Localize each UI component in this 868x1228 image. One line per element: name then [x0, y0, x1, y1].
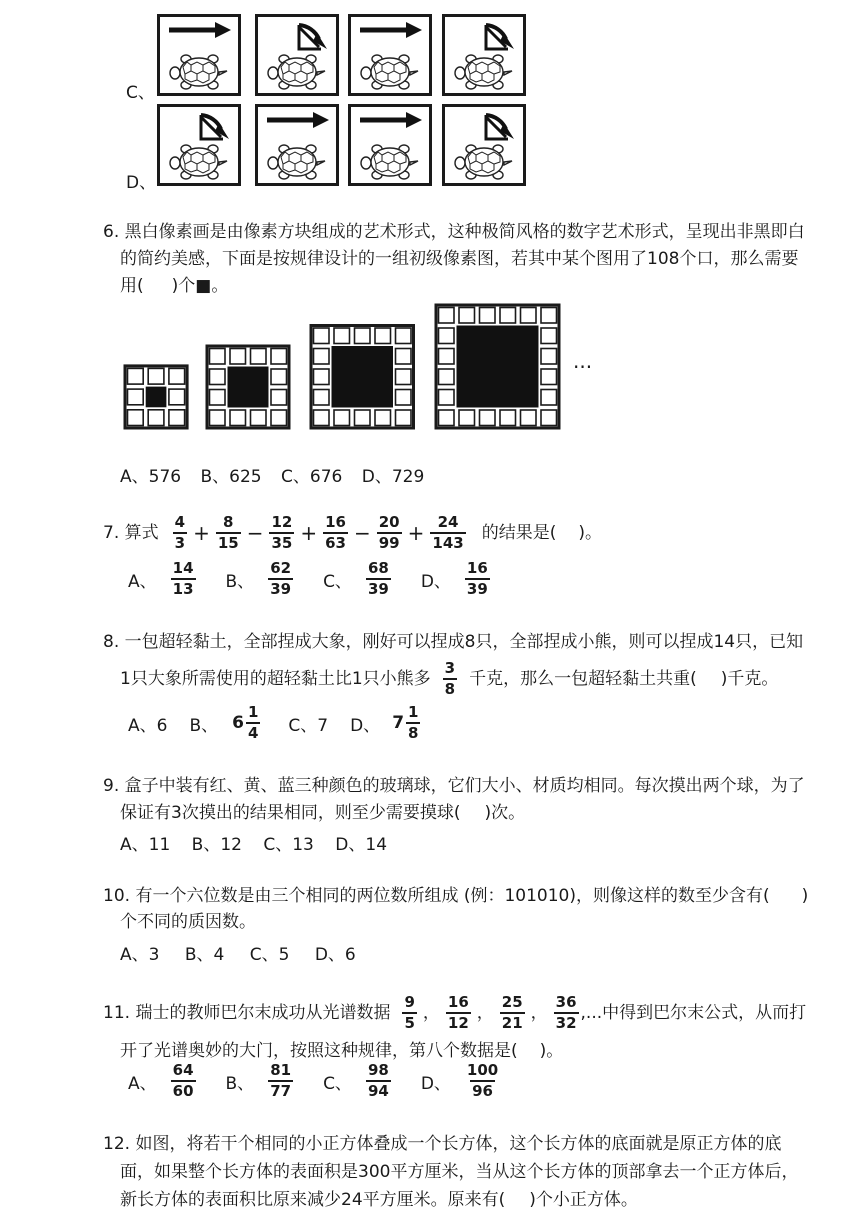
option-c[interactable]: C、13: [263, 835, 314, 855]
fraction: $\frac{9}{5}$: [404, 993, 415, 1032]
white-pixel: [541, 308, 557, 324]
fraction: $\frac{64}{60}$: [172, 1061, 194, 1100]
white-pixel: [396, 328, 412, 344]
white-pixel: [459, 410, 475, 426]
pixel-grid-3: [125, 366, 187, 428]
option-c[interactable]: C、5: [249, 945, 290, 965]
white-pixel: [396, 369, 412, 385]
q10-line2: 个不同的质因数。: [120, 912, 256, 932]
option-c[interactable]: C、676: [281, 467, 343, 487]
white-pixel: [355, 410, 371, 426]
white-pixel: [396, 349, 412, 365]
white-pixel: [375, 328, 391, 344]
pixel-grid-4: [207, 346, 289, 428]
option-b[interactable]: B、: [225, 1073, 255, 1094]
fraction: $\frac{62}{39}$: [270, 559, 292, 598]
fraction: $\frac{68}{39}$: [367, 559, 389, 598]
white-pixel: [230, 410, 246, 426]
q10-options: [120, 940, 356, 965]
turtle-tile-arrow: [255, 104, 339, 186]
arrow-right-icon: [352, 19, 428, 91]
rotate-icon: [446, 109, 522, 181]
operator: +: [407, 521, 425, 545]
fraction: $\frac{8}{15}$: [217, 513, 239, 552]
black-block: [228, 367, 269, 408]
rotate-icon: [446, 19, 522, 91]
white-pixel: [169, 410, 185, 426]
turtle-tile-arrow: [348, 104, 432, 186]
white-pixel: [210, 410, 226, 426]
q7-expression: [171, 514, 468, 552]
operator: −: [353, 521, 371, 545]
operator: +: [300, 521, 318, 545]
white-pixel: [271, 369, 287, 385]
white-pixel: [541, 369, 557, 385]
white-pixel: [500, 410, 516, 426]
white-pixel: [355, 328, 371, 344]
white-pixel: [439, 369, 455, 385]
white-pixel: [439, 308, 455, 324]
white-pixel: [396, 410, 412, 426]
white-pixel: [230, 349, 246, 365]
fraction: $\frac{100}{96}$: [466, 1061, 499, 1100]
white-pixel: [541, 390, 557, 406]
black-block: [146, 387, 167, 408]
white-pixel: [271, 410, 287, 426]
white-pixel: [439, 410, 455, 426]
option-a[interactable]: A、3: [120, 945, 160, 965]
option-d[interactable]: D、: [350, 715, 381, 736]
white-pixel: [541, 328, 557, 344]
white-pixel: [459, 308, 475, 324]
white-pixel: [439, 390, 455, 406]
q11-line2: 开了光谱奥妙的大门，按照这种规律，第八个数据是( )。: [120, 1041, 564, 1061]
turtle-tile-rotation: [442, 104, 526, 186]
option-d-label: D、: [126, 173, 157, 193]
white-pixel: [375, 410, 391, 426]
white-pixel: [521, 410, 537, 426]
q11-data-fractions: [400, 994, 580, 1032]
white-pixel: [210, 369, 226, 385]
q6-line1: 6. 黑白像素画是由像素方块组成的艺术形式，这种极简风格的数字艺术形式，呈现出非黑即白: [103, 222, 805, 242]
white-pixel: [314, 349, 330, 365]
q12-line2: 面，如果整个长方体的表面积是300平方厘米，当从这个长方体的顶部拿去一个正方体后，: [120, 1162, 799, 1182]
q12-line1: 12. 如图，将若干个相同的小正方体叠成一个长方体，这个长方体的底面就是原正方体的底: [103, 1134, 782, 1154]
white-pixel: [314, 390, 330, 406]
option-a[interactable]: A、: [128, 1073, 157, 1094]
turtle-tile-arrow: [348, 14, 432, 96]
fraction: $\frac{98}{94}$: [367, 1061, 389, 1100]
white-pixel: [271, 349, 287, 365]
black-block: [457, 326, 539, 408]
turtle-tile-rotation: [255, 14, 339, 96]
pixel-grid-6: [436, 305, 559, 428]
white-pixel: [334, 410, 350, 426]
arrow-right-icon: [161, 19, 237, 91]
option-b[interactable]: B、: [225, 571, 255, 592]
option-b[interactable]: B、625: [200, 467, 262, 487]
white-pixel: [251, 349, 267, 365]
rotate-icon: [259, 19, 335, 91]
white-pixel: [439, 349, 455, 365]
ellipsis: ···: [573, 355, 593, 379]
comma: ，: [476, 1003, 494, 1023]
option-b[interactable]: B、12: [191, 835, 242, 855]
white-pixel: [521, 308, 537, 324]
fraction: $\frac{36}{32}$: [555, 993, 577, 1032]
option-a[interactable]: A、6: [128, 715, 168, 736]
q8-line2: 1只大象所需使用的超轻黏土比1只小熊多 $\frac{3}{8}$ 千克，那么一包超轻黏土共重( )千克。: [120, 659, 779, 698]
white-pixel: [169, 368, 185, 384]
white-pixel: [148, 410, 164, 426]
operator: +: [193, 521, 210, 545]
white-pixel: [500, 308, 516, 324]
fraction: $\frac{16}{63}$: [325, 513, 346, 552]
q7-options: [128, 558, 492, 600]
white-pixel: [210, 390, 226, 406]
fraction: $\frac{16}{39}$: [466, 559, 488, 598]
fraction: $\frac{81}{77}$: [270, 1061, 292, 1100]
option-a[interactable]: A、11: [120, 835, 171, 855]
option-b-value: 6 $\frac{1}{4}$: [232, 703, 259, 742]
arrow-right-icon: [352, 109, 428, 181]
white-pixel: [314, 369, 330, 385]
option-d[interactable]: D、: [420, 1073, 451, 1094]
option-c[interactable]: C、: [323, 571, 352, 592]
fraction: $\frac{16}{12}$: [447, 993, 469, 1032]
pixel-art-figures: [115, 296, 615, 432]
q8-options: [128, 702, 422, 744]
white-pixel: [541, 349, 557, 365]
q10-line1: 10. 有一个六位数是由三个相同的两位数所组成 (例：101010)，则像这样的数至少含有( ): [103, 886, 809, 906]
turtle-tile-rotation: [442, 14, 526, 96]
white-pixel: [314, 410, 330, 426]
white-pixel: [480, 308, 496, 324]
q9-line2: 保证有3次摸出的结果相同，则至少需要摸球( )次。: [120, 803, 526, 823]
pixel-grid-5: [311, 326, 414, 429]
white-pixel: [128, 368, 144, 384]
white-pixel: [128, 389, 144, 405]
option-c-label: C、: [126, 83, 155, 103]
turtle-tile-arrow: [157, 14, 241, 96]
option-d[interactable]: D、: [420, 571, 451, 592]
option-d-value: 7 $\frac{1}{8}$: [392, 703, 419, 742]
q6-line2: 的简约美感，下面是按规律设计的一组初级像素图，若其中某个图用了108个口，那么需要: [120, 249, 799, 269]
fraction: $\frac{12}{35}$: [271, 513, 293, 552]
white-pixel: [480, 410, 496, 426]
q11-options: [128, 1060, 502, 1102]
option-d[interactable]: D、729: [361, 467, 425, 487]
q11-line1: 11. 瑞士的教师巴尔末成功从光谱数据 $\frac{9}{5}$ ， $\frac{16}{12}$ ， $\frac{25}{21}$ ， $\frac{36}{32}$ ,...中得到巴尔末公式，从而打: [103, 993, 807, 1032]
option-c[interactable]: C、7: [288, 715, 329, 736]
q6-line3: 用( )个■。: [120, 276, 229, 296]
option-c[interactable]: C、: [323, 1073, 352, 1094]
q8-fraction: $\frac{3}{8}$: [444, 659, 456, 698]
black-block: [332, 346, 394, 408]
white-pixel: [251, 410, 267, 426]
fraction: $\frac{4}{3}$: [174, 513, 186, 552]
q9-line1: 9. 盒子中装有红、黄、蓝三种颜色的玻璃球，它们大小、材质均相同。每次摸出两个球，为了: [103, 776, 805, 796]
comma: ，: [530, 1003, 548, 1023]
white-pixel: [148, 368, 164, 384]
option-d[interactable]: D、14: [335, 835, 388, 855]
white-pixel: [271, 390, 287, 406]
q6-options: [120, 462, 424, 487]
q12-line3: 新长方体的表面积比原来减少24平方厘米。原来有( )个小正方体。: [120, 1190, 638, 1210]
fraction: $\frac{20}{99}$: [378, 513, 400, 552]
white-pixel: [169, 389, 185, 405]
fraction: $\frac{14}{13}$: [172, 559, 194, 598]
turtle-tile-rotation: [157, 104, 241, 186]
white-pixel: [334, 328, 350, 344]
option-a[interactable]: A、576: [120, 467, 182, 487]
option-a[interactable]: A、: [128, 571, 157, 592]
option-d[interactable]: D、6: [314, 945, 356, 965]
white-pixel: [128, 410, 144, 426]
q8-line1: 8. 一包超轻黏土，全部捏成大象，刚好可以捏成8只，全部捏成小熊，则可以捏成14只，已知: [103, 632, 804, 652]
comma: ，: [422, 1003, 440, 1023]
white-pixel: [439, 328, 455, 344]
fraction: $\frac{25}{21}$: [501, 993, 523, 1032]
option-b[interactable]: B、4: [184, 945, 225, 965]
fraction: $\frac{24}{143}$: [432, 513, 464, 552]
white-pixel: [210, 349, 226, 365]
white-pixel: [541, 410, 557, 426]
white-pixel: [314, 328, 330, 344]
option-b[interactable]: B、: [189, 715, 219, 736]
q9-options: [120, 830, 387, 855]
q7-line: 7. 算式 $\frac{4}{3}$ + $\frac{8}{15}$ − $\frac{12}{35}$ + $\frac{16}{63}$ − $\frac{20}{99}$ + $\frac{24}{143}$ 的结果是( )。: [103, 513, 602, 552]
rotate-icon: [161, 109, 237, 181]
white-pixel: [396, 390, 412, 406]
operator: −: [246, 521, 264, 545]
arrow-right-icon: [259, 109, 335, 181]
